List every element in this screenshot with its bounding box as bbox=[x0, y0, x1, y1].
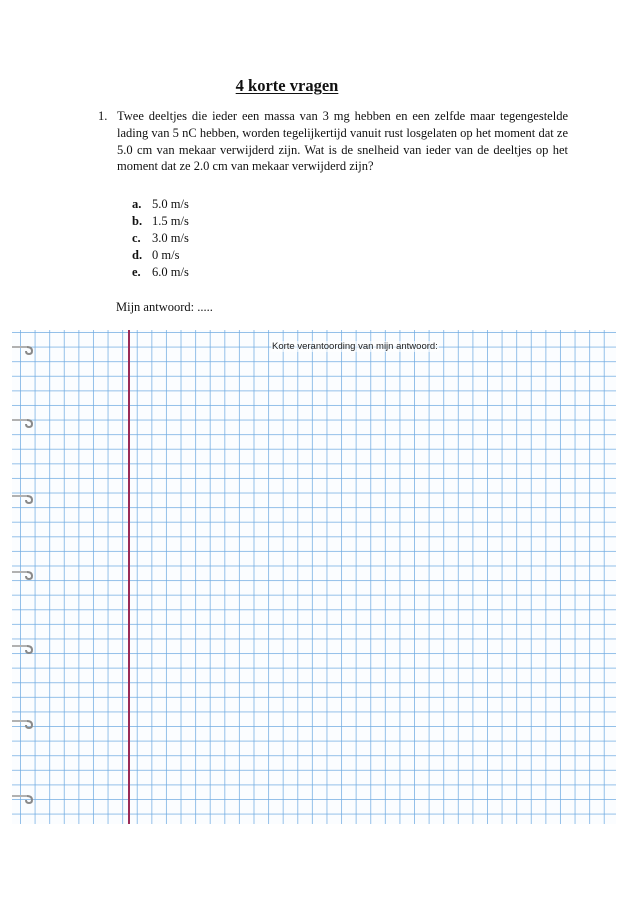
option-text: 3.0 m/s bbox=[152, 231, 189, 245]
option-text: 1.5 m/s bbox=[152, 214, 189, 228]
binder-ring-icon bbox=[12, 642, 34, 654]
binder-ring-icon bbox=[12, 343, 34, 355]
grid-caption: Korte verantoording van mijn antwoord: bbox=[272, 341, 438, 352]
answer-options bbox=[132, 196, 189, 281]
option-letter: c. bbox=[132, 231, 141, 245]
question-block bbox=[98, 108, 568, 175]
option-d[interactable] bbox=[132, 247, 189, 264]
option-letter: e. bbox=[132, 265, 141, 279]
option-text: 6.0 m/s bbox=[152, 265, 189, 279]
question-number: 1. bbox=[98, 109, 108, 123]
grid-paper-area[interactable] bbox=[12, 330, 616, 824]
binder-ring-icon bbox=[12, 792, 34, 804]
option-letter: d. bbox=[132, 248, 143, 262]
option-c[interactable] bbox=[132, 230, 189, 247]
page-title: 4 korte vragen bbox=[235, 76, 339, 95]
binder-ring-icon bbox=[12, 717, 34, 729]
option-text: 5.0 m/s bbox=[152, 197, 189, 211]
answer-field[interactable]: Mijn antwoord: ..... bbox=[116, 300, 213, 314]
binder-ring-icon bbox=[12, 416, 34, 428]
option-a[interactable] bbox=[132, 196, 189, 213]
binder-ring-icon bbox=[12, 492, 34, 504]
option-letter: b. bbox=[132, 214, 143, 228]
option-letter: a. bbox=[132, 197, 142, 211]
margin-line bbox=[128, 330, 130, 824]
question-text: Twee deeltjes die ieder een massa van 3 mg hebben en een zelfde maar tegengestelde lading van 5 nC hebben, worden tegelijkertijd vanuit rust losgelaten op het moment dat ze 5.0 cm van mekaar verwijderd zijn. Wat is de snelheid van ieder van de deeltjes op het moment dat ze 2.0 cm van mekaar verwijderd zijn? bbox=[117, 109, 568, 174]
binder-ring-icon bbox=[12, 568, 34, 580]
option-e[interactable] bbox=[132, 264, 189, 281]
option-b[interactable] bbox=[132, 213, 189, 230]
option-text: 0 m/s bbox=[152, 248, 180, 262]
